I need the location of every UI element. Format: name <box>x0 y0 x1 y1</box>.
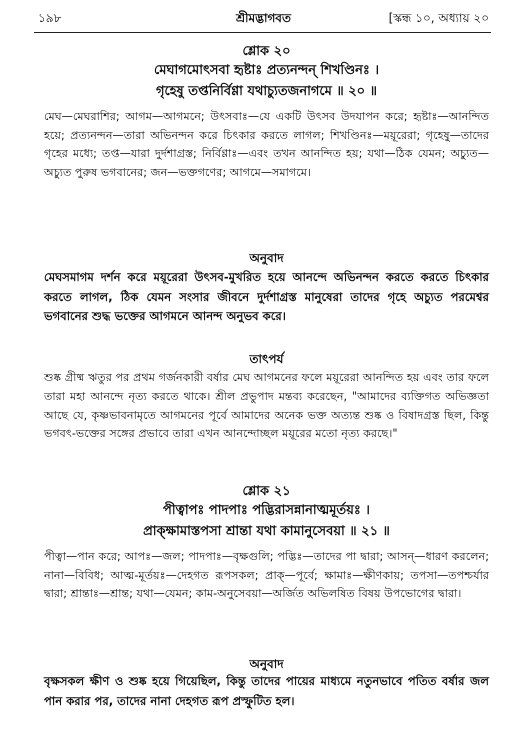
sloka-21-heading: শ্লোক ২১ <box>242 484 291 499</box>
sloka-20-purport-heading: তাৎপর্য <box>249 352 284 366</box>
header-rule <box>34 32 491 33</box>
verse-line: মেঘাগমোৎসবা হৃষ্টাঃ প্রত্যনন্দন্ শিখণ্ডিনঃ । <box>153 63 380 78</box>
sloka-20-heading: শ্লোক ২০ <box>242 44 291 59</box>
verse-line: প্রাক্ক্ষামাস্তপসা শ্রান্তা যথা কামানুসেবয়া ॥ ২১ ॥ <box>143 524 390 539</box>
sloka-20-translation-heading: অনুবাদ <box>249 251 284 265</box>
chapter-reference: [স্কন্ধ ১০, অধ্যায় ২০ <box>388 11 489 25</box>
sloka-20-purport: শুষ্ক গ্রীষ্ম ঋতুর পর প্রথম গর্জনকারী বর্ষার মেঘ আগমনের ফলে ময়ূরেরা আনন্দিত হয় এবং তার ফলে তারা মহা আনন্দে নৃত্য করতে থাকে। শ্রীল প্রভুপাদ মন্তব্য করেছেন, "আমাদের ব্যক্তিগত অভিজ্ঞতা আছে যে, কৃষ্ণভাবনামৃতে আগমনের পূর্বে আমাদের অনেক ভক্ত অত্যন্ত শুষ্ক ও বিষাদগ্রস্ত ছিল, কিন্তু ভগবৎ-ভক্তের সঙ্গের প্রভাবে তারা এখন আনন্দোচ্ছল ময়ূরের মতো নৃত্য করছে।" <box>44 371 489 441</box>
sloka-21-word-for-word: পীত্বা—পান করে; আপঃ—জল; পাদপাঃ—বৃক্ষগুলি; পদ্ভিঃ—তাদের পা দ্বারা; আসন্—ধারণ করলেন; নানা—বিবিধ; আত্ম-মূর্তয়ঃ—দেহগত রূপসকল; প্রাক্—পূর্বে; ক্ষামাঃ—ক্ষীণকায়; তপসা—তপশ্চর্যার দ্বারা; শ্রান্তাঃ—শ্রান্ত; যথা—যেমন; কাম-অনুসেবয়া—অর্জিত অভিলষিত বিষয় উপভোগের দ্বারা। <box>44 550 489 600</box>
verse-line: গৃহেষু তপ্তনির্বিণ্ণা যথাচ্যুতজনাগমে ॥ ২০ ॥ <box>155 84 377 99</box>
verse-line: পীত্বাপঃ পাদপাঃ পদ্ভিরাসন্নানাত্মমূর্তয়ঃ । <box>163 503 370 518</box>
page-number: ১৯৮ <box>38 11 62 25</box>
sloka-20-translation: মেঘসমাগম দর্শন করে ময়ূরেরা উৎসব-মুখরিত হয়ে আনন্দে অভিনন্দন করতে করতে চিৎকার করতে লাগল, ঠিক যেমন সংসার জীবনে দুর্দশাগ্রস্ত মানুষেরা তাদের গৃহে অচ্যুত পরমেশ্বর ভগবানের শুদ্ধ ভক্তের আগমনে আনন্দ অনুভব করে। <box>44 270 489 323</box>
sloka-21-translation: বৃক্ষসকল ক্ষীণ ও শুষ্ক হয়ে গিয়েছিল, কিন্তু তাদের পায়ের মাধ্যমে নতুনভাবে পতিত বর্ষার জল পান করার পর, তাদের নানা দেহগত রূপ প্রস্ফুটিত হল। <box>44 674 489 708</box>
book-title: শ্রীমদ্ভাগবত <box>235 11 291 25</box>
sloka-21-verse <box>44 500 489 542</box>
sloka-20-word-for-word: মেঘ—মেঘরাশির; আগম—আগমনে; উৎসবাঃ—যে একটি উৎসব উদযাপন করে; হৃষ্টাঃ—আনন্দিত হয়ে; প্রত্যনন্দন—তারা অভিনন্দন করে চিৎকার করতে লাগল; শিখণ্ডিনঃ—ময়ূরেরা; গৃহেষু—তাদের গৃহের মধ্যে; তপ্ত—যারা দুর্দশাগ্রস্ত; নির্বিণ্ণাঃ—এবং তখন আনন্দিত হয়; যথা—ঠিক যেমন; অচ্যুত—অচ্যুত পুরুষ ভগবানের; জন—ভক্তগণের; আগমে—সমাগমে। <box>44 110 489 179</box>
running-header <box>38 10 489 30</box>
sloka-21-translation-heading: অনুবাদ <box>249 657 284 671</box>
sloka-20-verse <box>44 60 489 102</box>
